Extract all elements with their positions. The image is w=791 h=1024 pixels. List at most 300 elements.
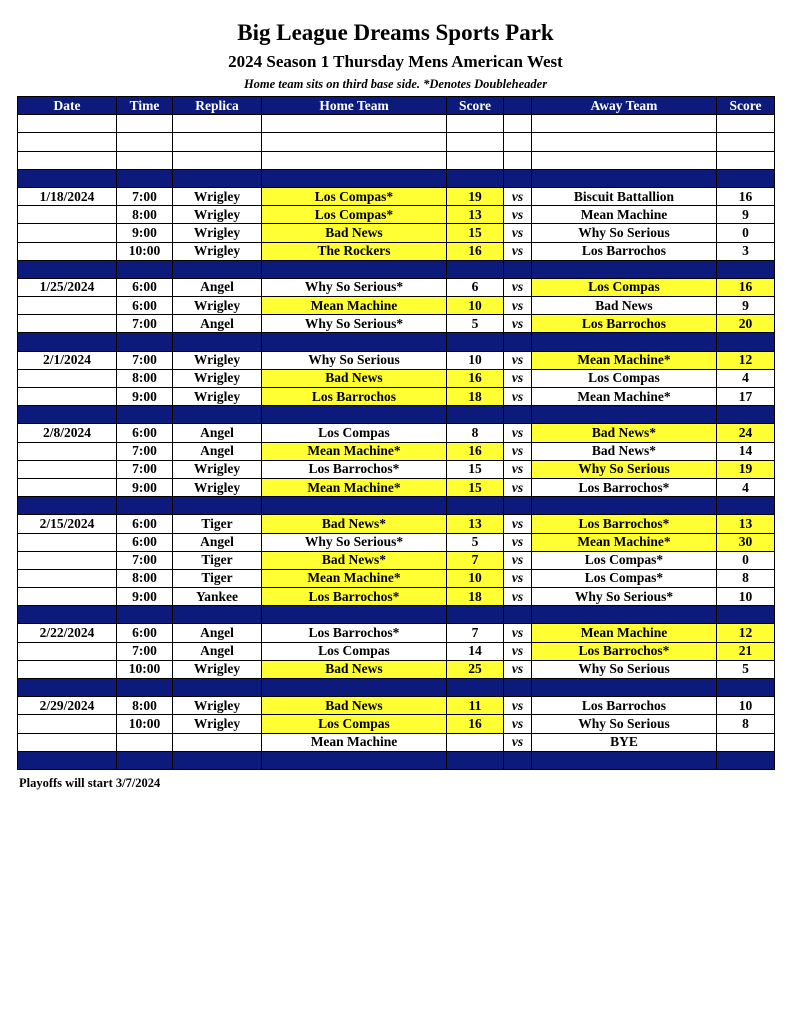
time-cell: 9:00 <box>117 588 173 606</box>
blank-cell <box>447 115 504 133</box>
divider-cell <box>447 169 504 187</box>
time-cell: 6:00 <box>117 624 173 642</box>
divider-cell <box>504 679 532 697</box>
divider-cell <box>173 497 262 515</box>
away-team-cell: Why So Serious <box>532 224 717 242</box>
blank-cell <box>717 133 775 151</box>
divider-cell <box>532 406 717 424</box>
date-cell <box>18 315 117 333</box>
away-score-cell: 19 <box>717 460 775 478</box>
date-cell <box>18 478 117 496</box>
blank-cell <box>117 115 173 133</box>
blank-cell <box>504 133 532 151</box>
week-divider-row <box>18 497 775 515</box>
divider-cell <box>18 406 117 424</box>
replica-cell: Angel <box>173 424 262 442</box>
divider-cell <box>18 751 117 769</box>
replica-cell: Wrigley <box>173 388 262 406</box>
divider-cell <box>262 679 447 697</box>
home-score-cell: 16 <box>447 242 504 260</box>
away-score-cell <box>717 733 775 751</box>
away-team-cell: Bad News <box>532 297 717 315</box>
week-divider-row <box>18 169 775 187</box>
date-cell: 2/22/2024 <box>18 624 117 642</box>
home-team-cell: Bad News* <box>262 551 447 569</box>
blank-row <box>18 151 775 169</box>
schedule-table <box>17 96 775 770</box>
home-team-cell: Bad News* <box>262 515 447 533</box>
game-row <box>18 224 775 242</box>
divider-cell <box>173 751 262 769</box>
divider-cell <box>262 751 447 769</box>
home-score-cell: 19 <box>447 187 504 205</box>
time-cell: 9:00 <box>117 224 173 242</box>
time-cell <box>117 733 173 751</box>
page-subtitle: 2024 Season 1 Thursday Mens American West <box>228 52 563 71</box>
divider-cell <box>447 679 504 697</box>
away-score-cell: 12 <box>717 624 775 642</box>
replica-cell: Wrigley <box>173 187 262 205</box>
divider-cell <box>447 333 504 351</box>
replica-cell: Wrigley <box>173 242 262 260</box>
vs-cell: vs <box>504 187 532 205</box>
divider-cell <box>262 497 447 515</box>
away-score-cell: 8 <box>717 569 775 587</box>
date-cell <box>18 460 117 478</box>
away-team-cell: Mean Machine* <box>532 388 717 406</box>
away-score-cell: 13 <box>717 515 775 533</box>
replica-cell: Tiger <box>173 551 262 569</box>
divider-cell <box>717 606 775 624</box>
divider-cell <box>717 679 775 697</box>
blank-cell <box>173 133 262 151</box>
away-team-cell: Biscuit Battallion <box>532 187 717 205</box>
divider-cell <box>18 497 117 515</box>
blank-cell <box>18 115 117 133</box>
blank-cell <box>504 151 532 169</box>
game-row <box>18 624 775 642</box>
home-score-cell: 11 <box>447 697 504 715</box>
blank-cell <box>504 115 532 133</box>
home-team-cell: Mean Machine <box>262 733 447 751</box>
week-divider-row <box>18 679 775 697</box>
date-cell: 1/18/2024 <box>18 187 117 205</box>
blank-cell <box>447 133 504 151</box>
away-team-cell: Los Barrochos* <box>532 642 717 660</box>
divider-cell <box>173 333 262 351</box>
away-score-cell: 8 <box>717 715 775 733</box>
home-score-cell: 10 <box>447 351 504 369</box>
away-score-cell: 17 <box>717 388 775 406</box>
time-cell: 10:00 <box>117 660 173 678</box>
vs-cell: vs <box>504 351 532 369</box>
away-team-cell: Mean Machine* <box>532 533 717 551</box>
away-team-cell: Los Barrochos <box>532 242 717 260</box>
home-team-cell: Los Barrochos* <box>262 624 447 642</box>
replica-cell: Wrigley <box>173 460 262 478</box>
time-cell: 8:00 <box>117 369 173 387</box>
blank-cell <box>532 133 717 151</box>
time-cell: 6:00 <box>117 515 173 533</box>
home-team-cell: Los Compas <box>262 424 447 442</box>
home-score-cell <box>447 733 504 751</box>
col-vs-header <box>504 97 532 115</box>
divider-cell <box>447 751 504 769</box>
divider-cell <box>117 406 173 424</box>
week-divider-row <box>18 333 775 351</box>
replica-cell: Wrigley <box>173 297 262 315</box>
vs-cell: vs <box>504 624 532 642</box>
divider-cell <box>532 497 717 515</box>
divider-cell <box>717 260 775 278</box>
blank-cell <box>717 151 775 169</box>
game-row <box>18 588 775 606</box>
game-row <box>18 660 775 678</box>
replica-cell: Wrigley <box>173 224 262 242</box>
date-cell <box>18 588 117 606</box>
home-score-cell: 16 <box>447 369 504 387</box>
divider-cell <box>173 606 262 624</box>
vs-cell: vs <box>504 515 532 533</box>
game-row <box>18 642 775 660</box>
time-cell: 6:00 <box>117 297 173 315</box>
divider-cell <box>447 406 504 424</box>
blank-row <box>18 115 775 133</box>
away-team-cell: Los Barrochos* <box>532 515 717 533</box>
divider-cell <box>532 679 717 697</box>
vs-cell: vs <box>504 206 532 224</box>
col-away-score-header: Score <box>717 97 775 115</box>
away-team-cell: Los Barrochos <box>532 697 717 715</box>
divider-cell <box>532 751 717 769</box>
time-cell: 6:00 <box>117 533 173 551</box>
blank-row <box>18 133 775 151</box>
divider-cell <box>717 169 775 187</box>
away-team-cell: Why So Serious <box>532 715 717 733</box>
away-score-cell: 20 <box>717 315 775 333</box>
divider-cell <box>504 606 532 624</box>
vs-cell: vs <box>504 224 532 242</box>
home-score-cell: 5 <box>447 315 504 333</box>
date-cell: 2/1/2024 <box>18 351 117 369</box>
home-team-cell: Mean Machine <box>262 297 447 315</box>
divider-cell <box>532 260 717 278</box>
home-team-cell: Los Barrochos* <box>262 460 447 478</box>
vs-cell: vs <box>504 242 532 260</box>
home-team-cell: Why So Serious* <box>262 278 447 296</box>
home-team-cell: Bad News <box>262 369 447 387</box>
vs-cell: vs <box>504 551 532 569</box>
home-score-cell: 13 <box>447 515 504 533</box>
home-score-cell: 8 <box>447 424 504 442</box>
away-score-cell: 10 <box>717 588 775 606</box>
vs-cell: vs <box>504 297 532 315</box>
blank-cell <box>18 151 117 169</box>
replica-cell: Angel <box>173 278 262 296</box>
home-score-cell: 18 <box>447 388 504 406</box>
replica-cell <box>173 733 262 751</box>
home-score-cell: 15 <box>447 224 504 242</box>
vs-cell: vs <box>504 715 532 733</box>
time-cell: 6:00 <box>117 278 173 296</box>
divider-cell <box>532 606 717 624</box>
away-team-cell: Los Compas <box>532 278 717 296</box>
vs-cell: vs <box>504 660 532 678</box>
divider-cell <box>18 260 117 278</box>
home-score-cell: 16 <box>447 715 504 733</box>
time-cell: 7:00 <box>117 442 173 460</box>
home-team-cell: Los Compas <box>262 715 447 733</box>
replica-cell: Tiger <box>173 569 262 587</box>
vs-cell: vs <box>504 569 532 587</box>
vs-cell: vs <box>504 588 532 606</box>
away-score-cell: 4 <box>717 478 775 496</box>
replica-cell: Wrigley <box>173 697 262 715</box>
away-team-cell: Los Compas <box>532 369 717 387</box>
replica-cell: Wrigley <box>173 715 262 733</box>
week-divider-row <box>18 606 775 624</box>
divider-cell <box>117 169 173 187</box>
blank-cell <box>262 133 447 151</box>
divider-cell <box>717 751 775 769</box>
replica-cell: Wrigley <box>173 351 262 369</box>
vs-cell: vs <box>504 369 532 387</box>
blank-cell <box>262 151 447 169</box>
away-score-cell: 21 <box>717 642 775 660</box>
divider-cell <box>447 497 504 515</box>
home-team-cell: Los Compas* <box>262 187 447 205</box>
divider-cell <box>117 260 173 278</box>
home-team-cell: Bad News <box>262 660 447 678</box>
home-score-cell: 6 <box>447 278 504 296</box>
game-row <box>18 533 775 551</box>
away-score-cell: 14 <box>717 442 775 460</box>
game-row <box>18 551 775 569</box>
game-row <box>18 478 775 496</box>
replica-cell: Angel <box>173 624 262 642</box>
game-row <box>18 569 775 587</box>
away-team-cell: Mean Machine <box>532 624 717 642</box>
away-team-cell: Mean Machine <box>532 206 717 224</box>
divider-cell <box>117 333 173 351</box>
week-divider-row <box>18 406 775 424</box>
divider-cell <box>717 333 775 351</box>
time-cell: 7:00 <box>117 551 173 569</box>
vs-cell: vs <box>504 315 532 333</box>
playoffs-note: Playoffs will start 3/7/2024 <box>19 776 161 790</box>
away-team-cell: Los Compas* <box>532 551 717 569</box>
away-score-cell: 24 <box>717 424 775 442</box>
replica-cell: Wrigley <box>173 478 262 496</box>
col-home-team-header: Home Team <box>262 97 447 115</box>
col-replica-header: Replica <box>173 97 262 115</box>
away-score-cell: 9 <box>717 206 775 224</box>
time-cell: 8:00 <box>117 569 173 587</box>
replica-cell: Wrigley <box>173 206 262 224</box>
away-team-cell: Why So Serious <box>532 460 717 478</box>
away-team-cell: Bad News* <box>532 442 717 460</box>
away-score-cell: 0 <box>717 551 775 569</box>
divider-cell <box>173 260 262 278</box>
divider-cell <box>173 406 262 424</box>
vs-cell: vs <box>504 533 532 551</box>
divider-cell <box>18 679 117 697</box>
away-score-cell: 30 <box>717 533 775 551</box>
date-cell <box>18 297 117 315</box>
date-cell <box>18 224 117 242</box>
blank-cell <box>173 151 262 169</box>
away-score-cell: 9 <box>717 297 775 315</box>
home-score-cell: 7 <box>447 624 504 642</box>
divider-cell <box>173 169 262 187</box>
away-score-cell: 10 <box>717 697 775 715</box>
time-cell: 7:00 <box>117 315 173 333</box>
away-score-cell: 12 <box>717 351 775 369</box>
game-row <box>18 715 775 733</box>
divider-cell <box>262 169 447 187</box>
away-team-cell: Los Compas* <box>532 569 717 587</box>
away-team-cell: Mean Machine* <box>532 351 717 369</box>
vs-cell: vs <box>504 278 532 296</box>
week-divider-row <box>18 260 775 278</box>
away-score-cell: 3 <box>717 242 775 260</box>
away-score-cell: 0 <box>717 224 775 242</box>
game-row <box>18 187 775 205</box>
game-row <box>18 697 775 715</box>
time-cell: 9:00 <box>117 388 173 406</box>
game-row <box>18 315 775 333</box>
game-row <box>18 351 775 369</box>
date-cell <box>18 642 117 660</box>
divider-cell <box>117 497 173 515</box>
home-team-cell: Bad News <box>262 224 447 242</box>
divider-cell <box>532 169 717 187</box>
away-team-cell: BYE <box>532 733 717 751</box>
date-cell: 2/15/2024 <box>18 515 117 533</box>
replica-cell: Angel <box>173 315 262 333</box>
divider-cell <box>173 679 262 697</box>
home-score-cell: 16 <box>447 442 504 460</box>
vs-cell: vs <box>504 424 532 442</box>
date-cell <box>18 715 117 733</box>
divider-cell <box>262 333 447 351</box>
game-row <box>18 388 775 406</box>
replica-cell: Wrigley <box>173 660 262 678</box>
home-team-cell: Mean Machine* <box>262 442 447 460</box>
home-team-cell: Los Compas* <box>262 206 447 224</box>
away-team-cell: Why So Serious* <box>532 588 717 606</box>
divider-cell <box>262 606 447 624</box>
home-team-cell: Los Barrochos <box>262 388 447 406</box>
vs-cell: vs <box>504 478 532 496</box>
home-team-cell: Why So Serious* <box>262 315 447 333</box>
page-title: Big League Dreams Sports Park <box>237 20 554 45</box>
col-away-team-header: Away Team <box>532 97 717 115</box>
away-score-cell: 16 <box>717 278 775 296</box>
home-score-cell: 7 <box>447 551 504 569</box>
date-cell: 2/29/2024 <box>18 697 117 715</box>
game-row <box>18 278 775 296</box>
game-row <box>18 515 775 533</box>
home-team-cell: Mean Machine* <box>262 478 447 496</box>
divider-cell <box>504 751 532 769</box>
home-score-cell: 14 <box>447 642 504 660</box>
time-cell: 8:00 <box>117 697 173 715</box>
game-row <box>18 733 775 751</box>
replica-cell: Wrigley <box>173 369 262 387</box>
home-team-cell: Los Compas <box>262 642 447 660</box>
week-divider-row <box>18 751 775 769</box>
divider-cell <box>262 406 447 424</box>
game-row <box>18 369 775 387</box>
divider-cell <box>18 169 117 187</box>
replica-cell: Angel <box>173 442 262 460</box>
away-score-cell: 5 <box>717 660 775 678</box>
game-row <box>18 206 775 224</box>
replica-cell: Angel <box>173 533 262 551</box>
home-score-cell: 13 <box>447 206 504 224</box>
blank-cell <box>173 115 262 133</box>
date-cell <box>18 242 117 260</box>
date-cell <box>18 533 117 551</box>
replica-cell: Tiger <box>173 515 262 533</box>
blank-cell <box>117 151 173 169</box>
divider-cell <box>447 606 504 624</box>
divider-cell <box>504 260 532 278</box>
divider-cell <box>717 497 775 515</box>
divider-cell <box>504 406 532 424</box>
vs-cell: vs <box>504 733 532 751</box>
divider-cell <box>504 169 532 187</box>
date-cell <box>18 388 117 406</box>
vs-cell: vs <box>504 442 532 460</box>
date-cell <box>18 206 117 224</box>
divider-cell <box>504 333 532 351</box>
game-row <box>18 297 775 315</box>
time-cell: 8:00 <box>117 206 173 224</box>
away-score-cell: 16 <box>717 187 775 205</box>
schedule-note: Home team sits on third base side. *Denotes Doubleheader <box>243 77 548 91</box>
divider-cell <box>18 606 117 624</box>
schedule-body <box>18 115 775 770</box>
time-cell: 7:00 <box>117 642 173 660</box>
date-cell: 2/8/2024 <box>18 424 117 442</box>
time-cell: 7:00 <box>117 351 173 369</box>
home-team-cell: Why So Serious* <box>262 533 447 551</box>
home-team-cell: Mean Machine* <box>262 569 447 587</box>
replica-cell: Yankee <box>173 588 262 606</box>
game-row <box>18 242 775 260</box>
col-date-header: Date <box>18 97 117 115</box>
away-score-cell: 4 <box>717 369 775 387</box>
date-cell <box>18 369 117 387</box>
away-team-cell: Los Barrochos <box>532 315 717 333</box>
date-cell <box>18 733 117 751</box>
header-row <box>18 97 775 115</box>
date-cell <box>18 551 117 569</box>
game-row <box>18 442 775 460</box>
time-cell: 7:00 <box>117 187 173 205</box>
divider-cell <box>117 606 173 624</box>
date-cell: 1/25/2024 <box>18 278 117 296</box>
blank-cell <box>447 151 504 169</box>
divider-cell <box>18 333 117 351</box>
home-score-cell: 10 <box>447 569 504 587</box>
blank-cell <box>18 133 117 151</box>
divider-cell <box>447 260 504 278</box>
home-team-cell: The Rockers <box>262 242 447 260</box>
vs-cell: vs <box>504 388 532 406</box>
